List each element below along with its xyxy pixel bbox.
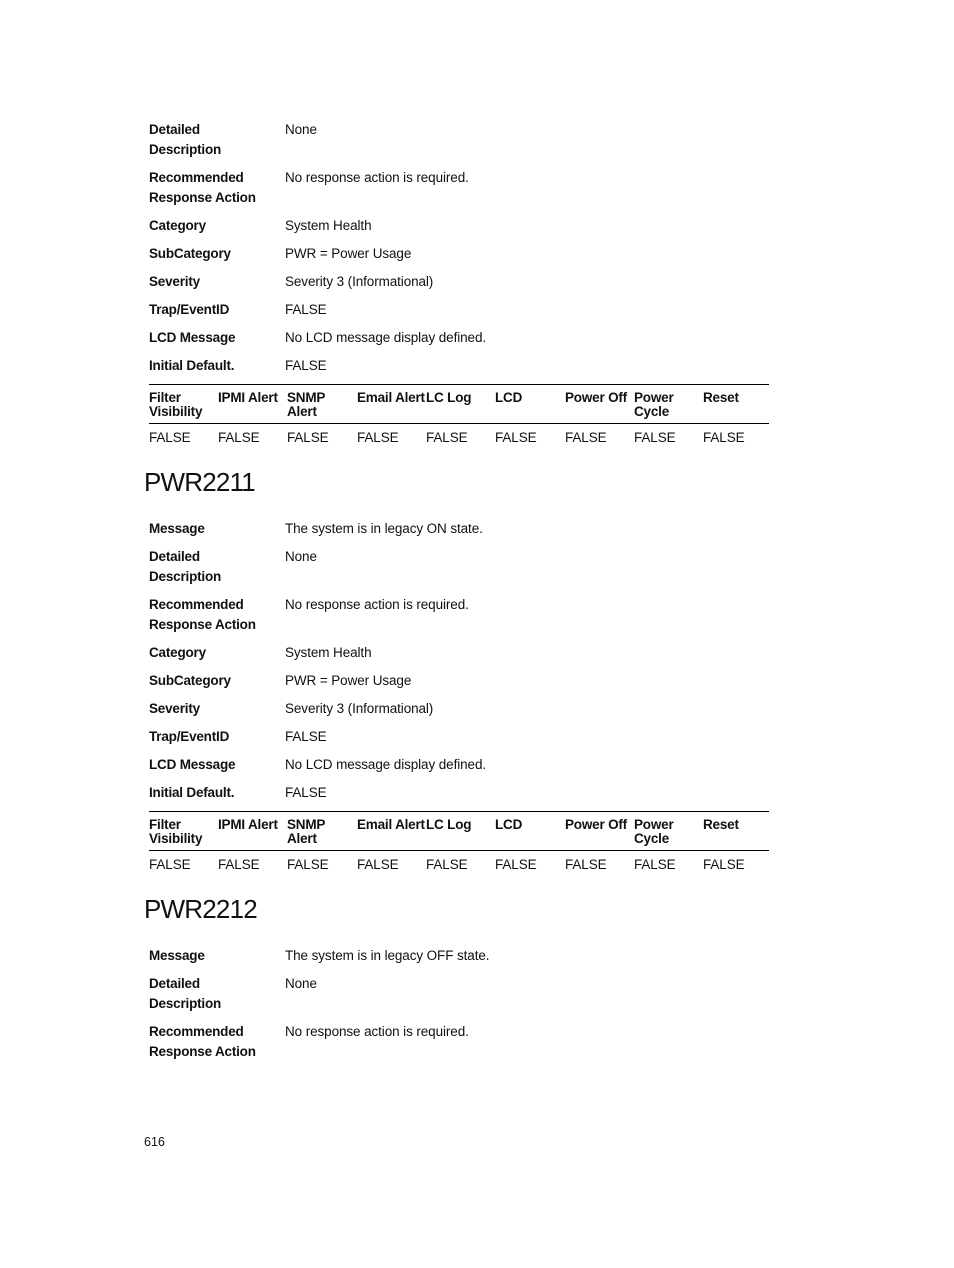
column-header: IPMI Alert [218, 385, 287, 424]
event-section [144, 467, 769, 878]
field-value: No response action is required. [285, 597, 469, 612]
column-header: Reset [703, 385, 769, 424]
field-label: Recommended Response Action [149, 170, 256, 205]
field-label: Detailed Description [149, 549, 222, 584]
alert-cell: FALSE [149, 857, 191, 872]
field-value: Severity 3 (Informational) [285, 701, 434, 716]
field-value: FALSE [285, 785, 327, 800]
field-label: Severity [149, 274, 200, 289]
alert-table [149, 811, 769, 878]
column-header: Filter Visibility [149, 812, 218, 851]
column-header: LC Log [426, 812, 495, 851]
field-value: The system is in legacy OFF state. [285, 948, 490, 963]
section-title: PWR2211 [144, 467, 255, 497]
column-header: Filter Visibility [149, 385, 218, 424]
field-row [149, 727, 769, 747]
field-value: FALSE [285, 302, 327, 317]
field-label: Recommended Response Action [149, 1024, 256, 1059]
alert-cell: FALSE [218, 857, 260, 872]
alert-cell: FALSE [287, 857, 329, 872]
field-row [149, 755, 769, 775]
alert-cell: FALSE [634, 430, 676, 445]
alert-header-row [149, 385, 769, 424]
field-row [149, 272, 769, 292]
alert-cell: FALSE [426, 857, 468, 872]
column-header: LCD [495, 385, 565, 424]
field-label: SubCategory [149, 246, 231, 261]
field-value: None [285, 122, 317, 137]
field-label: Detailed Description [149, 122, 222, 157]
field-row [149, 547, 769, 587]
field-row [149, 168, 769, 208]
field-row [149, 699, 769, 719]
section-title: PWR2212 [144, 894, 257, 924]
field-row [149, 120, 769, 160]
field-label: Trap/EventID [149, 729, 230, 744]
field-label: Severity [149, 701, 200, 716]
alert-value-row [149, 424, 769, 452]
alert-cell: FALSE [287, 430, 329, 445]
column-header: Reset [703, 812, 769, 851]
event-section [144, 894, 769, 1062]
field-row [149, 328, 769, 348]
field-label: Initial Default. [149, 785, 235, 800]
field-value: PWR = Power Usage [285, 246, 412, 261]
alert-value-row [149, 851, 769, 879]
alert-cell: FALSE [634, 857, 676, 872]
field-row [149, 671, 769, 691]
alert-table [149, 384, 769, 451]
field-label: Recommended Response Action [149, 597, 256, 632]
field-value: No LCD message display defined. [285, 757, 487, 772]
field-value: No LCD message display defined. [285, 330, 487, 345]
field-row [149, 643, 769, 663]
column-header: SNMP Alert [287, 812, 357, 851]
field-label: Message [149, 948, 205, 963]
alert-cell: FALSE [357, 857, 399, 872]
field-label: Trap/EventID [149, 302, 230, 317]
field-value: FALSE [285, 358, 327, 373]
field-row [149, 1022, 769, 1062]
column-header: SNMP Alert [287, 385, 357, 424]
column-header: IPMI Alert [218, 812, 287, 851]
field-value: None [285, 549, 317, 564]
field-label: Category [149, 645, 206, 660]
field-row [149, 783, 769, 803]
field-row [149, 519, 769, 539]
alert-cell: FALSE [703, 430, 745, 445]
field-row [149, 356, 769, 376]
column-header: Power Off [565, 812, 634, 851]
field-value: System Health [285, 218, 372, 233]
column-header: Power Off [565, 385, 634, 424]
field-row [149, 946, 769, 966]
field-value: Severity 3 (Informational) [285, 274, 434, 289]
alert-cell: FALSE [149, 430, 191, 445]
field-value: The system is in legacy ON state. [285, 521, 483, 536]
alert-cell: FALSE [426, 430, 468, 445]
column-header: LC Log [426, 385, 495, 424]
field-label: Initial Default. [149, 358, 235, 373]
field-label: Message [149, 521, 205, 536]
field-value: System Health [285, 645, 372, 660]
column-header: Email Alert [357, 385, 426, 424]
alert-cell: FALSE [495, 430, 537, 445]
field-label: Category [149, 218, 206, 233]
field-label: LCD Message [149, 330, 236, 345]
alert-cell: FALSE [565, 430, 607, 445]
field-label: Detailed Description [149, 976, 222, 1011]
field-value: PWR = Power Usage [285, 673, 412, 688]
column-header: Power Cycle [634, 812, 703, 851]
field-value: No response action is required. [285, 1024, 469, 1039]
page-number: 616 [144, 1135, 165, 1149]
field-row [149, 595, 769, 635]
column-header: Power Cycle [634, 385, 703, 424]
field-label: LCD Message [149, 757, 236, 772]
field-row [149, 216, 769, 236]
document-content [144, 120, 769, 1070]
alert-cell: FALSE [357, 430, 399, 445]
alert-header-row [149, 812, 769, 851]
field-label: SubCategory [149, 673, 231, 688]
field-value: FALSE [285, 729, 327, 744]
field-row [149, 300, 769, 320]
alert-cell: FALSE [703, 857, 745, 872]
field-value: None [285, 976, 317, 991]
alert-cell: FALSE [495, 857, 537, 872]
event-section [149, 120, 769, 451]
column-header: Email Alert [357, 812, 426, 851]
field-value: No response action is required. [285, 170, 469, 185]
alert-cell: FALSE [218, 430, 260, 445]
alert-cell: FALSE [565, 857, 607, 872]
column-header: LCD [495, 812, 565, 851]
field-row [149, 244, 769, 264]
field-row [149, 974, 769, 1014]
